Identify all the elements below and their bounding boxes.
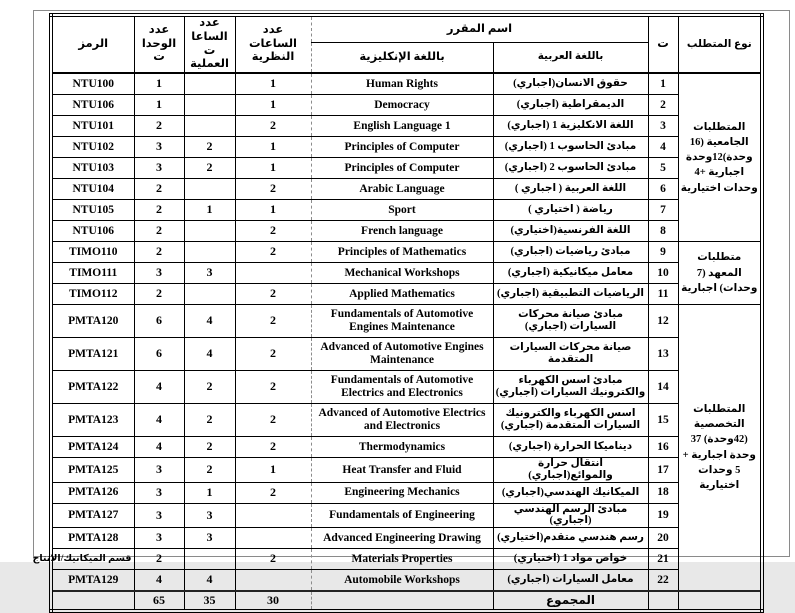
course-row [51, 528, 762, 549]
cell-practical-hours: 1 [184, 482, 235, 503]
requirement-group-cell: المتطلبات التخصصية (42وحدة) 37 وحدة اجبارية + 5 وحدات اختيارية [678, 305, 762, 592]
cell-practical-hours [184, 242, 235, 263]
cell-course-code: NTU102 [51, 137, 134, 158]
cell-practical-hours: 2 [184, 158, 235, 179]
cell-units: 4 [134, 371, 184, 404]
cell-total-code-empty [51, 591, 134, 611]
cell-course-name-arabic: مبادئ الحاسوب 2 (اجباري) [493, 158, 648, 179]
course-row [51, 371, 762, 404]
cell-units: 1 [134, 95, 184, 116]
cell-practical-hours: 2 [184, 437, 235, 458]
course-row [51, 73, 762, 95]
cell-theoretical-hours [235, 528, 311, 549]
cell-course-name-english: Arabic Language [311, 179, 493, 200]
cell-practical-hours [184, 221, 235, 242]
cell-course-code: NTU100 [51, 73, 134, 95]
cell-course-name-english: Democracy [311, 95, 493, 116]
cell-practical-hours [184, 95, 235, 116]
cell-theoretical-hours [235, 503, 311, 528]
course-row [51, 338, 762, 371]
course-row [51, 404, 762, 437]
cell-units: 6 [134, 305, 184, 338]
cell-course-name-english: Advanced of Automotive Engines Maintenance [311, 338, 493, 371]
cell-course-name-arabic: الرياضيات التطبيقية (اجباري) [493, 284, 648, 305]
cell-row-number: 12 [648, 305, 678, 338]
cell-total-number-empty [648, 591, 678, 611]
cell-practical-hours: 3 [184, 503, 235, 528]
cell-units: 4 [134, 404, 184, 437]
cell-course-code: PMTA124 [51, 437, 134, 458]
header-row-number: ت [648, 15, 678, 73]
cell-row-number: 1 [648, 73, 678, 95]
cell-course-name-arabic: معامل السيارات (اجباري) [493, 570, 648, 592]
header-row-1 [51, 15, 762, 43]
cell-practical-hours [184, 73, 235, 95]
cell-course-name-arabic: صيانة محركات السيارات المتقدمة [493, 338, 648, 371]
cell-course-name-english: Thermodynamics [311, 437, 493, 458]
cell-units: 3 [134, 137, 184, 158]
cell-total-units: 65 [134, 591, 184, 611]
cell-units: 2 [134, 179, 184, 200]
cell-units: 4 [134, 570, 184, 592]
cell-row-number: 20 [648, 528, 678, 549]
cell-units: 3 [134, 263, 184, 284]
cell-practical-hours [184, 116, 235, 137]
header-course-name: اسم المقرر [311, 15, 648, 43]
cell-course-code: PMTA123 [51, 404, 134, 437]
header-code: الرمز [51, 15, 134, 73]
header-english-name: باللغة الإنكليزية [311, 43, 493, 74]
cell-total-practical: 35 [184, 591, 235, 611]
cell-units: 2 [134, 284, 184, 305]
cell-row-number: 13 [648, 338, 678, 371]
cell-course-name-english: Heat Transfer and Fluid [311, 458, 493, 483]
header-theoretical-hours: عدد الساعات النظرية [235, 15, 311, 73]
cell-course-name-arabic: اللغة الفرنسية(اختياري) [493, 221, 648, 242]
cell-row-number: 22 [648, 570, 678, 592]
course-row [51, 179, 762, 200]
header-requirement-type: نوع المتطلب [678, 15, 762, 73]
course-row [51, 482, 762, 503]
cell-course-name-english: Fundamentals of Automotive Engines Maintenance [311, 305, 493, 338]
cell-units: 2 [134, 242, 184, 263]
cell-row-number: 18 [648, 482, 678, 503]
cell-course-code: PMTA125 [51, 458, 134, 483]
cell-course-name-english: Human Rights [311, 73, 493, 95]
cell-course-name-english: Fundamentals of Automotive Electrics and Electronics [311, 371, 493, 404]
cell-course-code: PMTA121 [51, 338, 134, 371]
cell-row-number: 15 [648, 404, 678, 437]
course-row [51, 570, 762, 592]
cell-course-name-arabic: رسم هندسي متقدم(اختياري) [493, 528, 648, 549]
cell-row-number: 6 [648, 179, 678, 200]
cell-practical-hours: 3 [184, 528, 235, 549]
cell-practical-hours: 4 [184, 338, 235, 371]
cell-course-code: NTU101 [51, 116, 134, 137]
cell-row-number: 21 [648, 549, 678, 570]
cell-theoretical-hours: 1 [235, 200, 311, 221]
cell-course-name-arabic: مبادئ رياضيات (اجباري) [493, 242, 648, 263]
cell-course-name-arabic: معامل ميكانيكية (اجباري) [493, 263, 648, 284]
cell-theoretical-hours: 2 [235, 284, 311, 305]
cell-row-number: 10 [648, 263, 678, 284]
cell-course-code: NTU106 [51, 221, 134, 242]
cell-course-name-english: Materials Properties [311, 549, 493, 570]
cell-course-code: NTU104 [51, 179, 134, 200]
cell-theoretical-hours: 2 [235, 371, 311, 404]
cell-course-name-english: Sport [311, 200, 493, 221]
cell-total-theoretical: 30 [235, 591, 311, 611]
cell-units: 3 [134, 503, 184, 528]
cell-units: 2 [134, 200, 184, 221]
cell-course-name-english: French language [311, 221, 493, 242]
cell-units: 2 [134, 116, 184, 137]
cell-total-label: المجموع [493, 591, 648, 611]
course-rows [32, 73, 762, 611]
cell-theoretical-hours: 2 [235, 482, 311, 503]
cell-row-number: 8 [648, 221, 678, 242]
cell-course-name-arabic: مبادئ اسس الكهرباء والكترونيك السيارات (اجباري) [493, 371, 648, 404]
cell-units: 2 [134, 221, 184, 242]
course-row [51, 116, 762, 137]
cell-total-english-empty [311, 591, 493, 611]
cell-course-code: PMTA120 [51, 305, 134, 338]
cell-row-number: 4 [648, 137, 678, 158]
cell-theoretical-hours [235, 570, 311, 592]
cell-row-number: 3 [648, 116, 678, 137]
course-row [51, 95, 762, 116]
cell-theoretical-hours: 2 [235, 179, 311, 200]
cell-course-code: NTU106 [51, 95, 134, 116]
cell-row-number: 5 [648, 158, 678, 179]
cell-course-name-english: Advanced Engineering Drawing [311, 528, 493, 549]
cell-course-name-english: Advanced of Automotive Electrics and Electronics [311, 404, 493, 437]
cell-course-name-arabic: الديمقراطية (اجباري) [493, 95, 648, 116]
cell-course-name-english: English Language 1 [311, 116, 493, 137]
cell-units: 3 [134, 482, 184, 503]
cell-course-code: NTU103 [51, 158, 134, 179]
cell-practical-hours: 2 [184, 371, 235, 404]
cell-theoretical-hours: 2 [235, 549, 311, 570]
cell-theoretical-hours: 2 [235, 404, 311, 437]
cell-theoretical-hours: 1 [235, 95, 311, 116]
cell-theoretical-hours: 2 [235, 116, 311, 137]
cell-course-code: PMTA128 [51, 528, 134, 549]
course-row [51, 242, 762, 263]
cell-practical-hours [184, 284, 235, 305]
cell-practical-hours: 2 [184, 404, 235, 437]
cell-course-code: PMTA127 [51, 503, 134, 528]
cell-course-code: قسم الميكانيك/الانتاج [51, 549, 134, 570]
cell-course-name-arabic: انتقال حرارة والموائع(اجباري) [493, 458, 648, 483]
cell-theoretical-hours: 2 [235, 338, 311, 371]
cell-course-name-arabic: اللغة العربية ( اجباري ) [493, 179, 648, 200]
cell-course-name-arabic: مبادئ الحاسوب 1 (اجباري) [493, 137, 648, 158]
header-units: عدد الوحدات [134, 15, 184, 73]
cell-course-name-arabic: اللغة الانكليزية 1 (اجباري) [493, 116, 648, 137]
cell-row-number: 11 [648, 284, 678, 305]
cell-practical-hours: 2 [184, 137, 235, 158]
cell-course-name-english: Principles of Computer [311, 158, 493, 179]
course-row [51, 549, 762, 570]
cell-practical-hours: 1 [184, 200, 235, 221]
cell-row-number: 7 [648, 200, 678, 221]
course-row [51, 137, 762, 158]
cell-course-name-arabic: اسس الكهرباء والكترونيك السيارات المتقدمة (اجباري) [493, 404, 648, 437]
cell-course-code: TIMO111 [51, 263, 134, 284]
cell-course-name-arabic: رياضة ( اختياري ) [493, 200, 648, 221]
cell-practical-hours: 3 [184, 263, 235, 284]
cell-row-number: 9 [648, 242, 678, 263]
cell-row-number: 16 [648, 437, 678, 458]
course-row [51, 158, 762, 179]
course-row [51, 263, 762, 284]
course-row [51, 305, 762, 338]
header-practical-hours: عدد الساعات العملية [184, 15, 235, 73]
cell-course-name-english: Fundamentals of Engineering [311, 503, 493, 528]
cell-theoretical-hours [235, 263, 311, 284]
cell-course-name-english: Principles of Computer [311, 137, 493, 158]
cell-course-name-english: Mechanical Workshops [311, 263, 493, 284]
cell-theoretical-hours: 2 [235, 242, 311, 263]
header-arabic-name: باللغة العربية [493, 43, 648, 74]
cell-course-name-arabic: حقوق الانسان(اجباري) [493, 73, 648, 95]
cell-course-name-arabic: ديناميكا الحرارة (اجباري) [493, 437, 648, 458]
course-row [51, 200, 762, 221]
cell-course-name-arabic: مبادئ الرسم الهندسي (اجباري) [493, 503, 648, 528]
cell-units: 6 [134, 338, 184, 371]
cell-theoretical-hours: 2 [235, 305, 311, 338]
course-row [51, 284, 762, 305]
cell-row-number: 17 [648, 458, 678, 483]
cell-units: 3 [134, 158, 184, 179]
cell-row-number: 19 [648, 503, 678, 528]
cell-units: 2 [134, 549, 184, 570]
cell-course-name-english: Automobile Workshops [311, 570, 493, 592]
cell-practical-hours [184, 179, 235, 200]
requirement-group-cell: المتطلبات الجامعية (16 وحدة)12وحدة اجبارية +4 وحدات اختيارية [678, 73, 762, 242]
cell-row-number: 14 [648, 371, 678, 404]
cell-practical-hours [184, 549, 235, 570]
cell-theoretical-hours: 2 [235, 437, 311, 458]
course-row [51, 437, 762, 458]
course-row [51, 221, 762, 242]
course-row [51, 503, 762, 528]
cell-course-name-arabic: مبادئ صيانة محركات السيارات (اجباري) [493, 305, 648, 338]
cell-course-name-english: Principles of Mathematics [311, 242, 493, 263]
cell-course-name-arabic: الميكانيك الهندسي(اجباري) [493, 482, 648, 503]
cell-course-code: TIMO112 [51, 284, 134, 305]
cell-course-code: PMTA122 [51, 371, 134, 404]
cell-units: 1 [134, 73, 184, 95]
cell-theoretical-hours: 2 [235, 221, 311, 242]
cell-course-name-arabic: خواص مواد 1 (اختياري) [493, 549, 648, 570]
cell-course-code: TIMO110 [51, 242, 134, 263]
requirement-group-cell: متطلبات المعهد (7 وحدات) اجبارية [678, 242, 762, 305]
cell-course-code: NTU105 [51, 200, 134, 221]
cell-practical-hours: 4 [184, 305, 235, 338]
cell-row-number: 2 [648, 95, 678, 116]
cell-course-name-english: Engineering Mechanics [311, 482, 493, 503]
cell-theoretical-hours: 1 [235, 73, 311, 95]
cell-units: 3 [134, 528, 184, 549]
cell-course-name-english: Applied Mathematics [311, 284, 493, 305]
cell-theoretical-hours: 1 [235, 458, 311, 483]
curriculum-table [32, 13, 764, 613]
cell-units: 3 [134, 458, 184, 483]
cell-theoretical-hours: 1 [235, 137, 311, 158]
total-row [51, 591, 762, 611]
cell-units: 4 [134, 437, 184, 458]
cell-practical-hours: 2 [184, 458, 235, 483]
cell-course-code: PMTA129 [51, 570, 134, 592]
cell-practical-hours: 4 [184, 570, 235, 592]
cell-course-code: PMTA126 [51, 482, 134, 503]
table-header [51, 15, 762, 73]
cell-theoretical-hours: 1 [235, 158, 311, 179]
cell-total-requirement-empty [678, 591, 762, 611]
course-row [51, 458, 762, 483]
